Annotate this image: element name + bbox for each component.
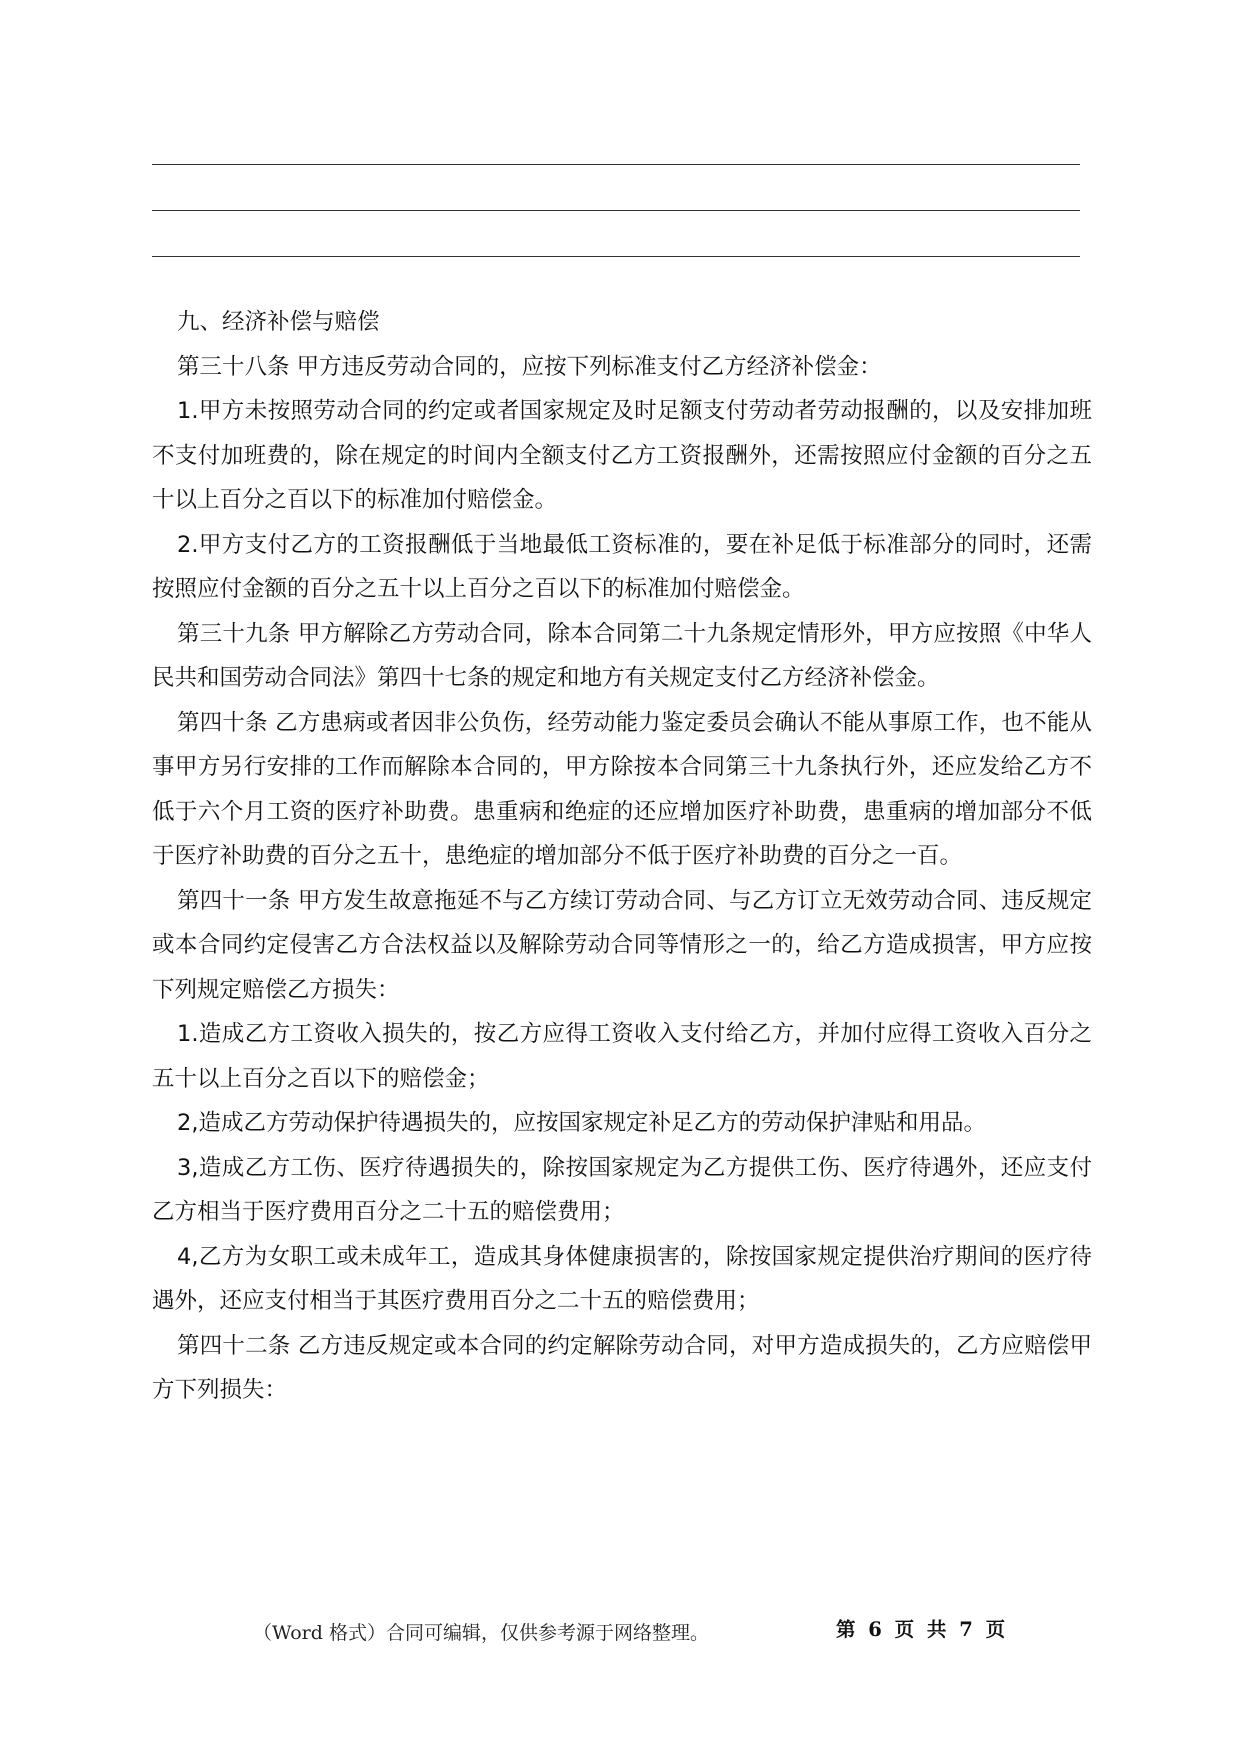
blank-line bbox=[152, 256, 1080, 257]
paragraph: 第四十一条 甲方发生故意拖延不与乙方续订劳动合同、与乙方订立无效劳动合同、违反规定或本合同约定侵害乙方合法权益以及解除劳动合同等情形之一的，给乙方造成损害，甲方应按下列规定赔偿乙方损失： bbox=[152, 887, 1092, 1003]
paragraph: 第三十八条 甲方违反劳动合同的，应按下列标准支付乙方经济补偿金： bbox=[177, 353, 882, 380]
paragraph: 1.甲方未按照劳动合同的约定或者国家规定及时足额支付劳动者劳动报酬的，以及安排加班不支付加班费的，除在规定的时间内全额支付乙方工资报酬外，还需按照应付金额的百分之五十以上百分之百以下的标准加付赔偿金。 bbox=[152, 398, 1092, 513]
section-heading: 九、经济补偿与赔偿 bbox=[177, 309, 380, 335]
paragraph: 第四十二条 乙方违反规定或本合同的约定解除劳动合同，对甲方造成损失的，乙方应赔偿甲方下列损失： bbox=[152, 1332, 1092, 1403]
paragraph: 4,乙方为女职工或未成年工，造成其身体健康损害的，除按国家规定提供治疗期间的医疗待遇外，还应支付相当于其医疗费用百分之二十五的赔偿费用； bbox=[152, 1243, 1092, 1314]
paragraph: 3,造成乙方工伤、医疗待遇损失的，除按国家规定为乙方提供工伤、医疗待遇外，还应支付乙方相当于医疗费用百分之二十五的赔偿费用； bbox=[152, 1154, 1092, 1225]
blank-line bbox=[152, 210, 1080, 211]
paragraph: 第三十九条 甲方解除乙方劳动合同，除本合同第二十九条规定情形外，甲方应按照《中华人民共和国劳动合同法》第四十七条的规定和地方有关规定支付乙方经济补偿金。 bbox=[152, 620, 1092, 691]
document-body bbox=[152, 300, 1092, 1413]
paragraph: 第四十条 乙方患病或者因非公负伤，经劳动能力鉴定委员会确认不能从事原工作，也不能从事甲方另行安排的工作而解除本合同的，甲方除按本合同第三十九条执行外，还应发给乙方不低于六个月工资的医疗补助费。患重病和绝症的还应增加医疗补助费，患重病的增加部分不低于医疗补助费的百分之五十，患绝症的增加部分不低于医疗补助费的百分之一百。 bbox=[152, 709, 1092, 869]
page-number: 第 6 页 共 7 页 bbox=[836, 1618, 1006, 1641]
paragraph: 1.造成乙方工资收入损失的，按乙方应得工资收入支付给乙方，并加付应得工资收入百分之五十以上百分之百以下的赔偿金； bbox=[152, 1021, 1092, 1092]
footer-note: （Word 格式）合同可编辑，仅供参考源于网络整理。 bbox=[253, 1622, 709, 1644]
paragraph: 2,造成乙方劳动保护待遇损失的，应按国家规定补足乙方的劳动保护津贴和用品。 bbox=[177, 1110, 986, 1136]
blank-line bbox=[152, 164, 1080, 165]
paragraph: 2.甲方支付乙方的工资报酬低于当地最低工资标准的，要在补足低于标准部分的同时，还需按照应付金额的百分之五十以上百分之百以下的标准加付赔偿金。 bbox=[152, 531, 1092, 602]
